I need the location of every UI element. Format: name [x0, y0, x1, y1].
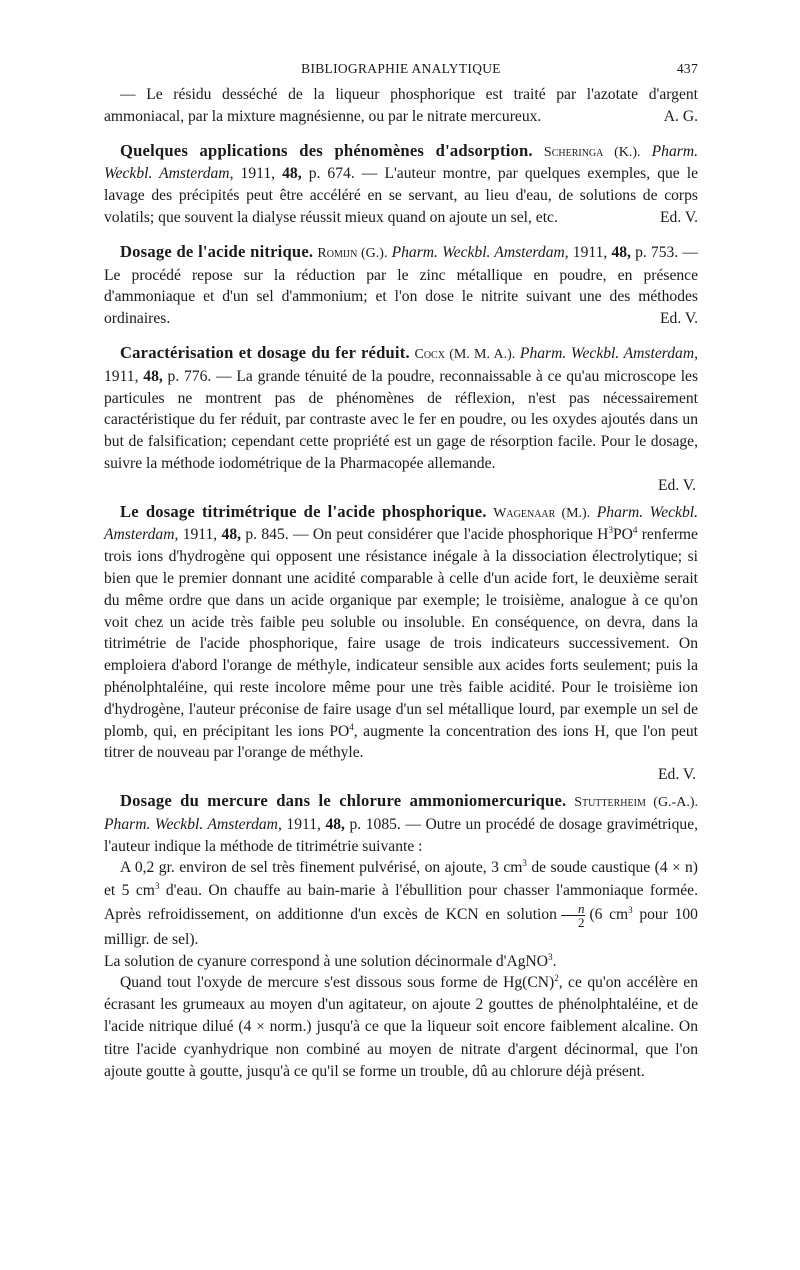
signature: Ed. V.: [660, 310, 698, 328]
fraction: [561, 902, 586, 929]
article-reduced-iron: [104, 342, 698, 475]
signature: Ed. V.: [658, 766, 696, 784]
article-title: Dosage du mercure dans le chlorure ammoniomercurique.: [120, 790, 567, 810]
volume: 48,: [611, 243, 631, 261]
volume: 48,: [325, 815, 345, 833]
journal-name: Pharm. Weckbl. Amsterdam,: [104, 142, 698, 183]
volume: 48,: [221, 526, 242, 544]
cyanide-paragraph: La solution de cyanure correspond à une solution décinormale d'AgNO$^3$.: [104, 951, 557, 970]
signature: Ed. V.: [660, 208, 698, 226]
article-title: Dosage de l'acide nitrique.: [120, 241, 314, 261]
volume: 48,: [282, 165, 302, 183]
page: [104, 58, 698, 1082]
article-phosphoric-acid: Le dosage titrimétrique de l'acide phosphorique. Wagenaar (M.). Pharm. Weckbl. Amsterdam, 1911, 48, p. 845. — On peut considérer que l'acide phosphorique $H^3PO^4$ renferme trois ions d'hydrogène qui opposent une résistance inégale à la dissociation électrolytique; si bien que le premier donnant une acidité comparable à celle d'un acide fort, le deuxième serait du même ordre que dans un acide organique par exemple; le troisième, analogue à ce qu'on voit chez un acide très faible peu soluble ou insoluble. En conséquence, on devra, dans la titrimétrie de l'acide phosphorique, faire usage de trois indicateurs successivement. On emploiera d'abord l'orange de méthyle, indicateur sensible aux acides forts seulement; puis la phénolphtaléine, qui reste incolore même pour une très faible acidité. Pour le troisième ion d'hydrogène, l'auteur préconise de faire usage d'un sel métallique lourd, par exemple un sel de plomb, qui, en précipitant les ions $PO^4$, augmente la concentration des ions H, que l'on peut titrer de nouveau par l'orange de méthyle.: [104, 501, 698, 762]
article-author: Wagenaar (M.).: [493, 505, 591, 521]
procedure-paragraph: A 0,2 gr. environ de sel très finement pulvérisé, on ajoute, 3 $cm^3$ de soude caustique (4 × n) et 5 $cm^3$ d'eau. On chauffe au bain-marie à l'ébullition pour chasser l'ammoniaque formée. Après refroidissement, on additionne d'un excès de KCN en solution $\frac{n}{2}$ (6 $cm^3$ pour 100 milligr. de sel).: [104, 858, 698, 948]
running-title: BIBLIOGRAPHIE ANALYTIQUE: [301, 61, 501, 76]
article-title: Le dosage titrimétrique de l'acide phosphorique.: [120, 501, 487, 521]
signature: A. G.: [663, 107, 698, 125]
journal-name: Pharm. Weckbl. Amsterdam,: [104, 503, 698, 544]
signature: Ed. V.: [658, 476, 696, 494]
journal-name: Pharm. Weckbl. Amsterdam,: [391, 243, 569, 261]
article-body: — Outre un procédé de dosage gravimétrique, l'auteur indique la méthode de titrimétrie suivante :: [104, 815, 699, 855]
fraction-denominator: 2: [577, 914, 585, 930]
page-ref: p. 753.: [635, 243, 679, 261]
page-ref: p. 776.: [167, 367, 212, 385]
intro-paragraph: — Le résidu desséché de la liqueur phosphorique est traité par l'azotate d'argent ammoniacal, par la mixture magnésienne, ou par le nitrate mercureux. A. G.: [104, 84, 698, 128]
titration-paragraph: Quand tout l'oxyde de mercure s'est dissous sous forme de Hg(CN)$^2$, ce qu'on accélère en écrasant les grumeaux au moyen d'un agitateur, on ajoute 2 gouttes de phénolphtaléine, et de l'acide nitrique dilué (4 × norm.) jusqu'à ce que la liqueur soit encore faiblement alcaline. On titre l'acide cyanhydrique non combiné au moyen de nitrate d'argent décinormal, que l'on ajoute goutte à goutte, jusqu'à ce qu'il se forme un trouble, dû au chlorure déjà présent.: [104, 973, 698, 1080]
running-header: [104, 58, 698, 80]
page-number: 437: [676, 61, 698, 76]
fraction-numerator: n: [561, 902, 586, 916]
page-ref: p. 674.: [308, 165, 355, 183]
volume: 48,: [143, 367, 163, 385]
article-adsorption: [104, 140, 698, 229]
journal-name: Pharm. Weckbl. Amsterdam,: [104, 815, 282, 833]
page-ref: p. 845.: [245, 526, 289, 544]
article-title: Quelques applications des phénomènes d'adsorption.: [120, 140, 533, 160]
article-author: Stutterheim (G.-A.).: [574, 794, 698, 810]
article-nitric-acid: [104, 241, 698, 330]
multiplication-sign: ×: [256, 1019, 265, 1036]
article-body: — Le procédé repose sur la réduction par le zinc métallique en poudre, en présence d'ammoniaque et d'un sel d'ammonium; et l'on dose le nitrite suivant une des méthodes ordinaires.: [104, 243, 698, 328]
article-mercury: [104, 790, 698, 857]
year: 1911,: [286, 815, 321, 833]
journal-name: Pharm. Weckbl. Amsterdam,: [519, 344, 698, 362]
page-ref: p. 1085.: [349, 815, 401, 833]
article-author: Cocx (M. M. A.).: [414, 346, 516, 362]
article-author: Scheringa (K.).: [543, 144, 641, 160]
article-body: — L'auteur montre, par quelques exemples, que le lavage des précipités peut être accéléré en se servant, au lieu d'eau, de solutions de corps volatils; que souvent la dialyse réussit mieux quand on ajoute un sel, etc.: [104, 165, 699, 226]
year: 1911,: [182, 526, 218, 544]
multiplication-sign: ×: [672, 860, 681, 877]
article-title: Caractérisation et dosage du fer réduit.: [120, 342, 410, 362]
year: 1911,: [240, 165, 276, 183]
article-author: Romijn (G.).: [317, 245, 388, 261]
year: 1911,: [572, 243, 608, 261]
article-body: — La grande ténuité de la poudre, reconnaissable à ce qu'au microscope les particules ne montrent pas de phénomènes de réflexion, n'est pas nécessairement caractéristique du fer réduit, par contraste avec le fer en poudre, ou les oxydes ajoutés dans un but de falsification; cependant cette propriété est un gage de résorption facile. Pour le dosage, suivre la méthode iodométrique de la Pharmacopée allemande.: [104, 367, 699, 472]
year: 1911,: [104, 367, 139, 385]
